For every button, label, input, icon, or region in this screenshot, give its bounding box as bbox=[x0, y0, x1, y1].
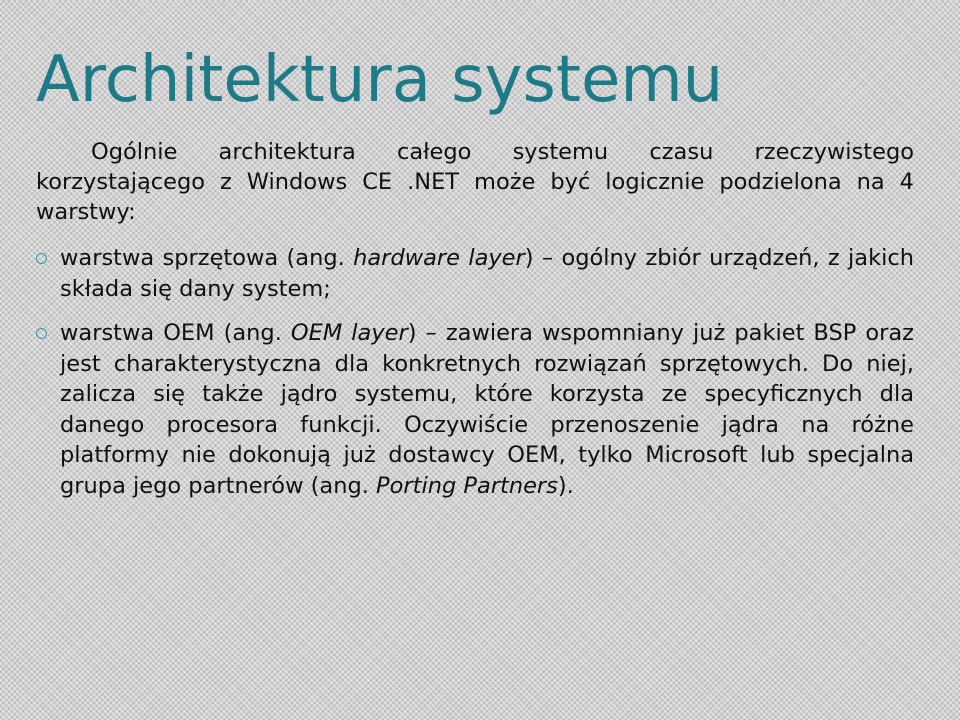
bullet-text: ) – ogólny zbiór urządzeń, z jakich składa się dany system; bbox=[60, 245, 915, 302]
bullet-circle-icon bbox=[36, 328, 47, 339]
bullet-term-italic: hardware layer bbox=[353, 245, 525, 271]
bullet-text: warstwa sprzętowa (ang. bbox=[60, 245, 354, 271]
bullet-text: warstwa OEM (ang. bbox=[60, 320, 291, 346]
bullet-circle-icon bbox=[36, 253, 47, 264]
slide-title: Architektura systemu bbox=[36, 43, 724, 117]
bullet-list bbox=[36, 243, 914, 501]
bullet-term-italic: OEM layer bbox=[290, 320, 408, 346]
bullet-oem-layer bbox=[36, 318, 914, 501]
bullet-term-italic: Porting Partners bbox=[376, 472, 558, 499]
bullet-text: ). bbox=[557, 472, 574, 499]
bullet-hardware-layer bbox=[36, 243, 914, 304]
slide-content bbox=[36, 137, 914, 515]
bullet-text: ) – zawiera wspomniany już pakiet BSP oraz jest charakterystyczna dla konkretnych rozwiązań sprzętowych. Do niej, zalicza się także jądro systemu, które korzysta ze specyficznych dla danego procesora funkcji. Oczywiście przenoszenie jądra na różne platformy nie dokonują już dostawcy OEM, tylko Microsoft lub specjalna grupa jego partnerów (ang. bbox=[60, 320, 914, 499]
intro-paragraph: Ogólnie architektura całego systemu czasu rzeczywistego korzystającego z Windows CE .NET może być logicznie podzielona na 4 warstwy: bbox=[36, 139, 914, 225]
